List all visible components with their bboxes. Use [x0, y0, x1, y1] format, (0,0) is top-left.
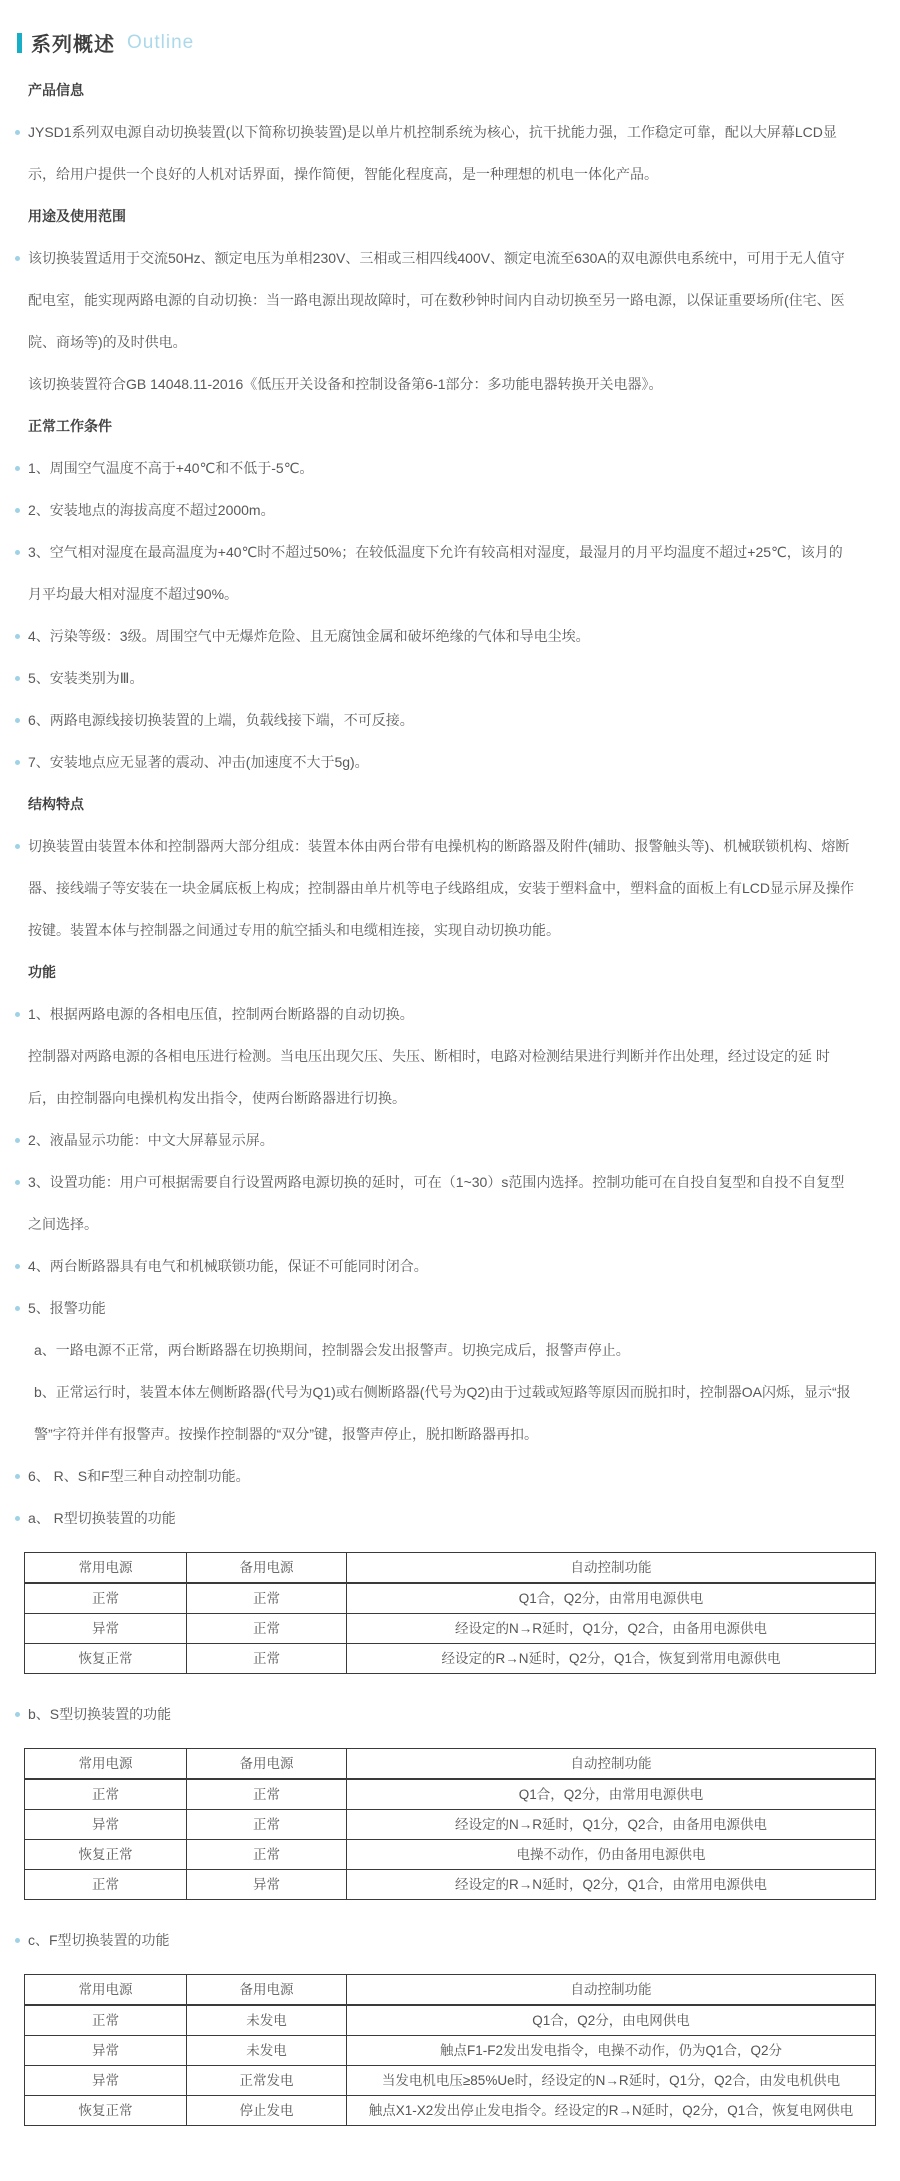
table-cell: 正常	[25, 1583, 187, 1614]
heading-function: 功能	[28, 964, 56, 980]
paragraph-text: 切换装置由装置本体和控制器两大部分组成：装置本体由两台带有电操机构的断路器及附件(辅助、报警触头等)、机械联锁机构、熔断器、接线端子等安装在一块金属底板上构成；控制器由单片机等电子线路组成，安装于塑料盒中，塑料盒的面板上有LCD显示屏及操作按键。装置本体与控制器之间通过专用的航空插头和电缆相连接，实现自动切换功能。	[28, 838, 855, 938]
bullet-icon	[15, 1712, 20, 1717]
table-cell: 正常	[25, 2005, 187, 2036]
paragraph-text: 6、两路电源线接切换装置的上端，负载线接下端，不可反接。	[28, 712, 414, 728]
table-cell: 未发电	[187, 2036, 347, 2066]
table-row	[25, 1614, 876, 1644]
table-cell: 正常	[187, 1644, 347, 1674]
table-f-label	[28, 1919, 856, 1961]
table-header-cell: 常用电源	[25, 1975, 187, 2006]
table-cell: 正常	[25, 1870, 187, 1900]
paragraph-text: 4、污染等级：3级。周围空气中无爆炸危险、且无腐蚀金属和破坏绝缘的气体和导电尘埃。	[28, 628, 590, 644]
function-item-5a	[28, 1329, 856, 1371]
table-header-cell: 备用电源	[187, 1749, 347, 1780]
table-cell: 经设定的N→R延时，Q1分，Q2合，由备用电源供电	[347, 1614, 876, 1644]
bullet-icon	[15, 466, 20, 471]
paragraph-text: 控制器对两路电源的各相电压进行检测。当电压出现欠压、失压、断相时，电路对检测结果进行判断并作出处理，经过设定的延 时后，由控制器向电操机构发出指令，使两台断路器进行切换。	[28, 1048, 830, 1106]
table-header-cell: 自动控制功能	[347, 1553, 876, 1584]
title-accent-bar	[17, 33, 22, 53]
bullet-icon	[15, 256, 20, 261]
table-cell: 当发电机电压≥85%Ue时，经设定的N→R延时，Q1分，Q2合，由发电机供电	[347, 2066, 876, 2096]
paragraph-usage	[28, 237, 856, 363]
table-cell: 异常	[25, 2066, 187, 2096]
bullet-icon	[15, 550, 20, 555]
table-cell: 触点F1-F2发出发电指令，电操不动作，仍为Q1合，Q2分	[347, 2036, 876, 2066]
paragraph-text: 3、空气相对湿度在最高温度为+40℃时不超过50%；在较低温度下允许有较高相对湿度，最湿月的月平均温度不超过+25℃，该月的月平均最大相对湿度不超过90%。	[28, 544, 843, 602]
table-cell: 电操不动作，仍由备用电源供电	[347, 1840, 876, 1870]
paragraph-text: a、一路电源不正常，两台断路器在切换期间，控制器会发出报警声。切换完成后，报警声停止。	[34, 1342, 630, 1358]
table-cell: 正常	[187, 1614, 347, 1644]
paragraph-text: c、F型切换装置的功能	[28, 1932, 170, 1948]
bullet-icon	[15, 1938, 20, 1943]
condition-item	[28, 657, 856, 699]
table-r-type	[24, 1552, 876, 1674]
table-cell: Q1合，Q2分，由电网供电	[347, 2005, 876, 2036]
paragraph-text: 5、安装类别为Ⅲ。	[28, 670, 144, 686]
table-cell: 未发电	[187, 2005, 347, 2036]
paragraph-text: 2、安装地点的海拔高度不超过2000m。	[28, 502, 275, 518]
table-cell: 异常	[25, 1614, 187, 1644]
paragraph-text: 6、 R、S和F型三种自动控制功能。	[28, 1468, 250, 1484]
section-title	[17, 28, 900, 57]
paragraph-text: 5、报警功能	[28, 1300, 106, 1316]
table-row	[25, 2005, 876, 2036]
table-s-type	[24, 1748, 876, 1900]
bullet-icon	[15, 634, 20, 639]
table-header-row	[25, 1553, 876, 1584]
table-cell: 正常发电	[187, 2066, 347, 2096]
table-header-cell: 常用电源	[25, 1749, 187, 1780]
function-item-3	[28, 1161, 856, 1245]
table-cell: 经设定的R→N延时，Q2分，Q1合，由常用电源供电	[347, 1870, 876, 1900]
paragraph-text: 4、两台断路器具有电气和机械联锁功能，保证不可能同时闭合。	[28, 1258, 428, 1274]
table-cell: Q1合，Q2分，由常用电源供电	[347, 1779, 876, 1810]
table-f-type	[24, 1974, 876, 2126]
bullet-icon	[15, 1138, 20, 1143]
table-cell: 恢复正常	[25, 1840, 187, 1870]
table-s-label	[28, 1693, 856, 1735]
bullet-icon	[15, 1516, 20, 1521]
paragraph-text: a、 R型切换装置的功能	[28, 1510, 176, 1526]
bullet-icon	[15, 760, 20, 765]
table-cell: 停止发电	[187, 2096, 347, 2126]
function-item-2	[28, 1119, 856, 1161]
function-item-6	[28, 1455, 856, 1497]
bullet-icon	[15, 676, 20, 681]
table-cell: 恢复正常	[25, 2096, 187, 2126]
table-header-row	[25, 1749, 876, 1780]
table-cell: 正常	[187, 1840, 347, 1870]
table-cell: 正常	[187, 1583, 347, 1614]
bullet-icon	[15, 844, 20, 849]
table-cell: 正常	[187, 1810, 347, 1840]
condition-item	[28, 531, 856, 615]
table-cell: 异常	[187, 1870, 347, 1900]
condition-item	[28, 489, 856, 531]
table-cell: 异常	[25, 2036, 187, 2066]
paragraph-text: 2、液晶显示功能：中文大屏幕显示屏。	[28, 1132, 274, 1148]
table-row	[25, 1870, 876, 1900]
section-title-zh: 系列概述	[31, 34, 115, 56]
table-row	[25, 2036, 876, 2066]
bullet-icon	[15, 718, 20, 723]
function-item-5	[28, 1287, 856, 1329]
paragraph-text: 1、周围空气温度不高于+40℃和不低于-5℃。	[28, 460, 314, 476]
bullet-icon	[15, 1306, 20, 1311]
heading-product-info: 产品信息	[28, 82, 84, 98]
table-cell: Q1合，Q2分，由常用电源供电	[347, 1583, 876, 1614]
paragraph-text: b、正常运行时，装置本体左侧断路器(代号为Q1)或右侧断路器(代号为Q2)由于过载或短路等原因而脱扣时，控制器OA闪烁，显示“报警”字符并伴有报警声。按操作控制器的“双分”键，报警声停止，脱扣断路器再扣。	[34, 1384, 851, 1442]
table-cell: 正常	[187, 1779, 347, 1810]
table-row	[25, 2066, 876, 2096]
bullet-icon	[15, 508, 20, 513]
bullet-icon	[15, 1180, 20, 1185]
table-cell: 异常	[25, 1810, 187, 1840]
table-cell: 经设定的R→N延时，Q2分，Q1合，恢复到常用电源供电	[347, 1644, 876, 1674]
table-row	[25, 1583, 876, 1614]
paragraph-text: 该切换装置符合GB 14048.11-2016《低压开关设备和控制设备第6-1部分：多功能电器转换开关电器》。	[28, 376, 663, 392]
heading-structure: 结构特点	[28, 796, 84, 812]
paragraph-product-info	[28, 111, 856, 195]
bullet-icon	[15, 130, 20, 135]
table-row	[25, 1840, 876, 1870]
paragraph-text: JYSD1系列双电源自动切换装置(以下简称切换装置)是以单片机控制系统为核心，抗干扰能力强，工作稳定可靠，配以大屏幕LCD显示，给用户提供一个良好的人机对话界面，操作简便，智能化程度高，是一种理想的机电一体化产品。	[28, 124, 837, 182]
paragraph-text: 7、安装地点应无显著的震动、冲击(加速度不大于5g)。	[28, 754, 369, 770]
condition-item	[28, 447, 856, 489]
document-content	[0, 69, 900, 2126]
function-item-5b	[28, 1371, 856, 1455]
bullet-icon	[15, 1264, 20, 1269]
paragraph-structure	[28, 825, 856, 951]
table-cell: 恢复正常	[25, 1644, 187, 1674]
table-cell: 正常	[25, 1779, 187, 1810]
function-item-1	[28, 993, 856, 1035]
table-header-cell: 备用电源	[187, 1553, 347, 1584]
table-header-cell: 备用电源	[187, 1975, 347, 2006]
bullet-icon	[15, 1474, 20, 1479]
paragraph-text: 1、根据两路电源的各相电压值，控制两台断路器的自动切换。	[28, 1006, 414, 1022]
paragraph-text: 3、设置功能：用户可根据需要自行设置两路电源切换的延时，可在（1~30）s范围内选择。控制功能可在自投自复型和自投不自复型之间选择。	[28, 1174, 845, 1232]
condition-item	[28, 699, 856, 741]
condition-item	[28, 615, 856, 657]
bullet-icon	[15, 1012, 20, 1017]
table-row	[25, 2096, 876, 2126]
table-cell: 触点X1-X2发出停止发电指令。经设定的R→N延时，Q2分，Q1合，恢复电网供电	[347, 2096, 876, 2126]
table-header-cell: 自动控制功能	[347, 1975, 876, 2006]
table-r-label	[28, 1497, 856, 1539]
paragraph-text: b、S型切换装置的功能	[28, 1706, 172, 1722]
paragraph-text: 该切换装置适用于交流50Hz、额定电压为单相230V、三相或三相四线400V、额定电流至630A的双电源供电系统中，可用于无人值守配电室，能实现两路电源的自动切换：当一路电源出现故障时，可在数秒钟时间内自动切换至另一路电源，以保证重要场所(住宅、医院、商场等)的及时供电。	[28, 250, 845, 350]
section-title-en: Outline	[127, 31, 195, 53]
table-header-cell: 自动控制功能	[347, 1749, 876, 1780]
function-item-4	[28, 1245, 856, 1287]
table-row	[25, 1644, 876, 1674]
condition-item	[28, 741, 856, 783]
table-header-cell: 常用电源	[25, 1553, 187, 1584]
table-row	[25, 1779, 876, 1810]
table-cell: 经设定的N→R延时，Q1分，Q2合，由备用电源供电	[347, 1810, 876, 1840]
paragraph-standard	[28, 363, 856, 405]
heading-working-conditions: 正常工作条件	[28, 418, 112, 434]
table-row	[25, 1810, 876, 1840]
function-item-1-detail	[28, 1035, 856, 1119]
heading-usage: 用途及使用范围	[28, 208, 126, 224]
table-header-row	[25, 1975, 876, 2006]
